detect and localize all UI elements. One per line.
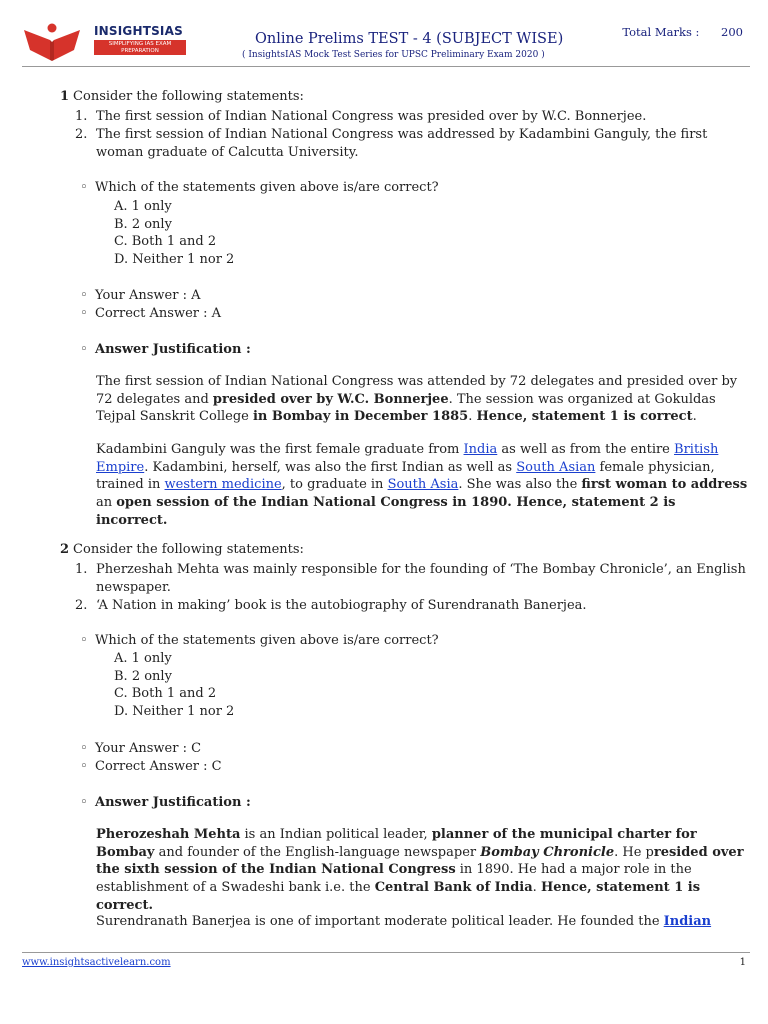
question-1-correct-answer: ◦ Correct Answer : A (82, 305, 221, 323)
total-marks-label: Total Marks : (622, 25, 700, 39)
question-1-options (114, 198, 234, 269)
link-british-empire[interactable]: British Empire (96, 442, 719, 475)
book-logo-icon (22, 22, 92, 62)
question-2-heading (60, 542, 304, 557)
question-1-justification-label: ◦ Answer Justification : (82, 341, 251, 359)
header-divider (22, 66, 750, 67)
question-2-ask: ◦ Which of the statements given above is/are correct? (82, 632, 439, 650)
page-header (0, 0, 768, 68)
option-c: C. Both 1 and 2 (114, 234, 217, 250)
question-prompt: Consider the following statements: (73, 542, 304, 557)
link-south-asia[interactable]: South Asia (387, 477, 459, 493)
question-1-your-answer: ◦ Your Answer : A (82, 287, 201, 305)
question-number: 2 (60, 542, 70, 557)
test-subtitle: ( InsightsIAS Mock Test Series for UPSC Preliminary Exam 2020 ) (242, 50, 545, 60)
question-1-justification-para-2: Kadambini Ganguly was the first female graduate from India as well as from the entire British Empire. Kadambini, herself, was also the first Indian as well as South Asian female physician, trained in western medicine, to graduate in South Asia. She was also the first woman to address an open session of the Indian National Congress in 1890. Hence, statement 2 is incorrect. (96, 442, 748, 528)
option-d: D. Neither 1 nor 2 (114, 252, 235, 268)
total-marks-value: 200 (721, 25, 743, 39)
question-1-justification-para-1: The first session of Indian National Congress was attended by 72 delegates and presided over by 72 delegates and presided over by W.C. Bonnerjee. The session was organized at Gokuldas Tejpal Sanskrit College in Bombay in December 1885. Hence, statement 1 is correct. (96, 374, 738, 425)
statement-item: 1. Pherzeshah Mehta was mainly responsible for the founding of ‘The Bombay Chronicle’, an English newspaper. (75, 562, 746, 595)
insightsias-logo (22, 22, 192, 62)
option-b: B. 2 only (114, 216, 172, 232)
page-number: 1 (739, 957, 746, 968)
brand-tagline: SIMPLIFYING IAS EXAM PREPARATION (94, 40, 186, 55)
option-a: A. 1 only (114, 651, 172, 666)
question-2-justification-para-1: Pherozeshah Mehta is an Indian political leader, planner of the municipal charter for Bombay and founder of the English-language newspaper Bombay Chronicle. He presided over the sixth session of the Indian National Congress in 1890. He had a major role in the establishment of a Swadeshi bank i.e. the Central Bank of India. Hence, statement 1 is correct. (96, 827, 744, 913)
option-d: D. Neither 1 nor 2 (114, 704, 235, 720)
option-a: A. 1 only (114, 199, 172, 214)
statement-item: 2. ‘A Nation in making’ book is the autobiography of Surendranath Banerjea. (75, 598, 587, 613)
footer-website-link[interactable]: www.insightsactivelearn.com (22, 957, 171, 968)
statement-item: 2. The first session of Indian National Congress was addressed by Kadambini Ganguly, the first woman graduate of Calcutta University. (75, 127, 708, 160)
question-2-your-answer: ◦ Your Answer : C (82, 740, 201, 758)
question-2-options (114, 650, 234, 721)
option-b: B. 2 only (114, 668, 172, 684)
question-2-statements (75, 561, 755, 615)
question-number: 1 (60, 89, 70, 104)
link-india[interactable]: India (463, 442, 498, 457)
question-1-statements (75, 108, 755, 162)
question-1-ask: ◦ Which of the statements given above is/are correct? (82, 179, 439, 197)
footer-divider (22, 952, 750, 953)
test-title: Online Prelims TEST - 4 (SUBJECT WISE) (255, 31, 564, 47)
link-south-asian[interactable]: South Asian (516, 459, 596, 475)
question-2-justification-para-2: Surendranath Banerjea is one of important moderate political leader. He founded the Indian (96, 914, 712, 929)
option-c: C. Both 1 and 2 (114, 686, 217, 702)
statement-item: 1. The first session of Indian National Congress was presided over by W.C. Bonnerjee. (75, 109, 647, 124)
total-marks (622, 25, 743, 39)
link-western-medicine[interactable]: western medicine (164, 477, 282, 493)
link-indian[interactable]: Indian (663, 914, 712, 929)
question-1-heading (60, 89, 304, 104)
question-2-justification-label: ◦ Answer Justification : (82, 794, 251, 812)
question-2-correct-answer: ◦ Correct Answer : C (82, 758, 222, 776)
brand-name: INSIGHTSIAS (94, 24, 183, 38)
question-prompt: Consider the following statements: (73, 89, 304, 104)
